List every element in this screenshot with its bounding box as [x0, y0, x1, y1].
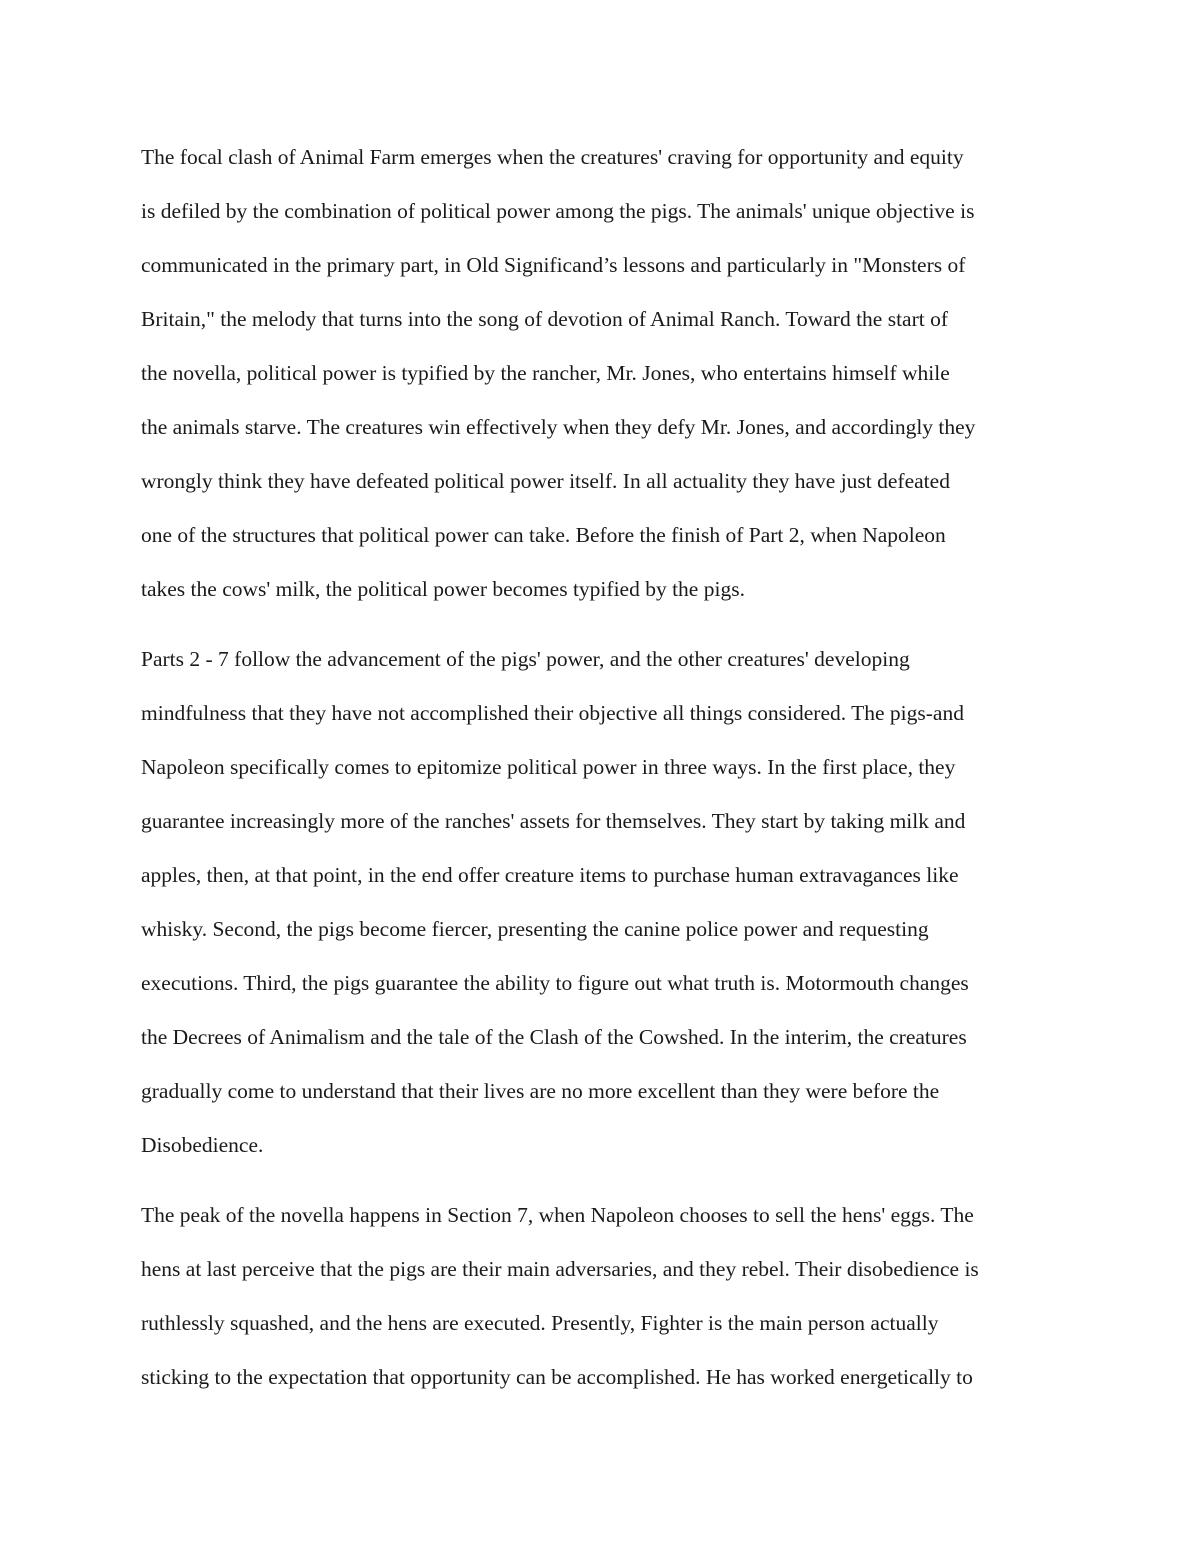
text-line: Parts 2 - 7 follow the advancement of the pigs' power, and the other creatures' developing — [141, 647, 910, 671]
paragraph-1 — [141, 132, 1071, 618]
text-line: takes the cows' milk, the political power becomes typified by the pigs. — [141, 577, 745, 601]
text-line: The peak of the novella happens in Section 7, when Napoleon chooses to sell the hens' eggs. The — [141, 1203, 974, 1227]
text-line: the Decrees of Animalism and the tale of the Clash of the Cowshed. In the interim, the creatures — [141, 1025, 967, 1049]
text-line: Napoleon specifically comes to epitomize political power in three ways. In the first place, they — [141, 755, 956, 779]
text-line: is defiled by the combination of political power among the pigs. The animals' unique objective is — [141, 199, 975, 223]
text-line: hens at last perceive that the pigs are their main adversaries, and they rebel. Their disobedience is — [141, 1257, 979, 1281]
text-line: Britain," the melody that turns into the song of devotion of Animal Ranch. Toward the start of — [141, 307, 949, 331]
text-line: one of the structures that political power can take. Before the finish of Part 2, when Napoleon — [141, 523, 946, 547]
text-line: communicated in the primary part, in Old Significand’s lessons and particularly in "Monsters of — [141, 253, 966, 277]
text-line: The focal clash of Animal Farm emerges when the creatures' craving for opportunity and equity — [141, 145, 964, 169]
text-line: mindfulness that they have not accomplished their objective all things considered. The pigs-and — [141, 701, 964, 725]
text-line: the novella, political power is typified by the rancher, Mr. Jones, who entertains himself while — [141, 361, 950, 385]
document-body — [141, 132, 1071, 1406]
text-line: whisky. Second, the pigs become fiercer, presenting the canine police power and requesting — [141, 917, 929, 941]
paragraph-2 — [141, 634, 1071, 1174]
text-line: sticking to the expectation that opportunity can be accomplished. He has worked energetically to — [141, 1365, 973, 1389]
text-line: executions. Third, the pigs guarantee the ability to figure out what truth is. Motormouth changes — [141, 971, 969, 995]
text-line: gradually come to understand that their lives are no more excellent than they were before the — [141, 1079, 940, 1103]
text-line: wrongly think they have defeated political power itself. In all actuality they have just defeated — [141, 469, 950, 493]
text-line: Disobedience. — [141, 1133, 264, 1157]
paragraph-3 — [141, 1190, 1071, 1406]
text-line: the animals starve. The creatures win effectively when they defy Mr. Jones, and accordingly they — [141, 415, 976, 439]
text-line: guarantee increasingly more of the ranches' assets for themselves. They start by taking milk and — [141, 809, 966, 833]
text-line: apples, then, at that point, in the end offer creature items to purchase human extravagances like — [141, 863, 959, 887]
text-line: ruthlessly squashed, and the hens are executed. Presently, Fighter is the main person actually — [141, 1311, 939, 1335]
